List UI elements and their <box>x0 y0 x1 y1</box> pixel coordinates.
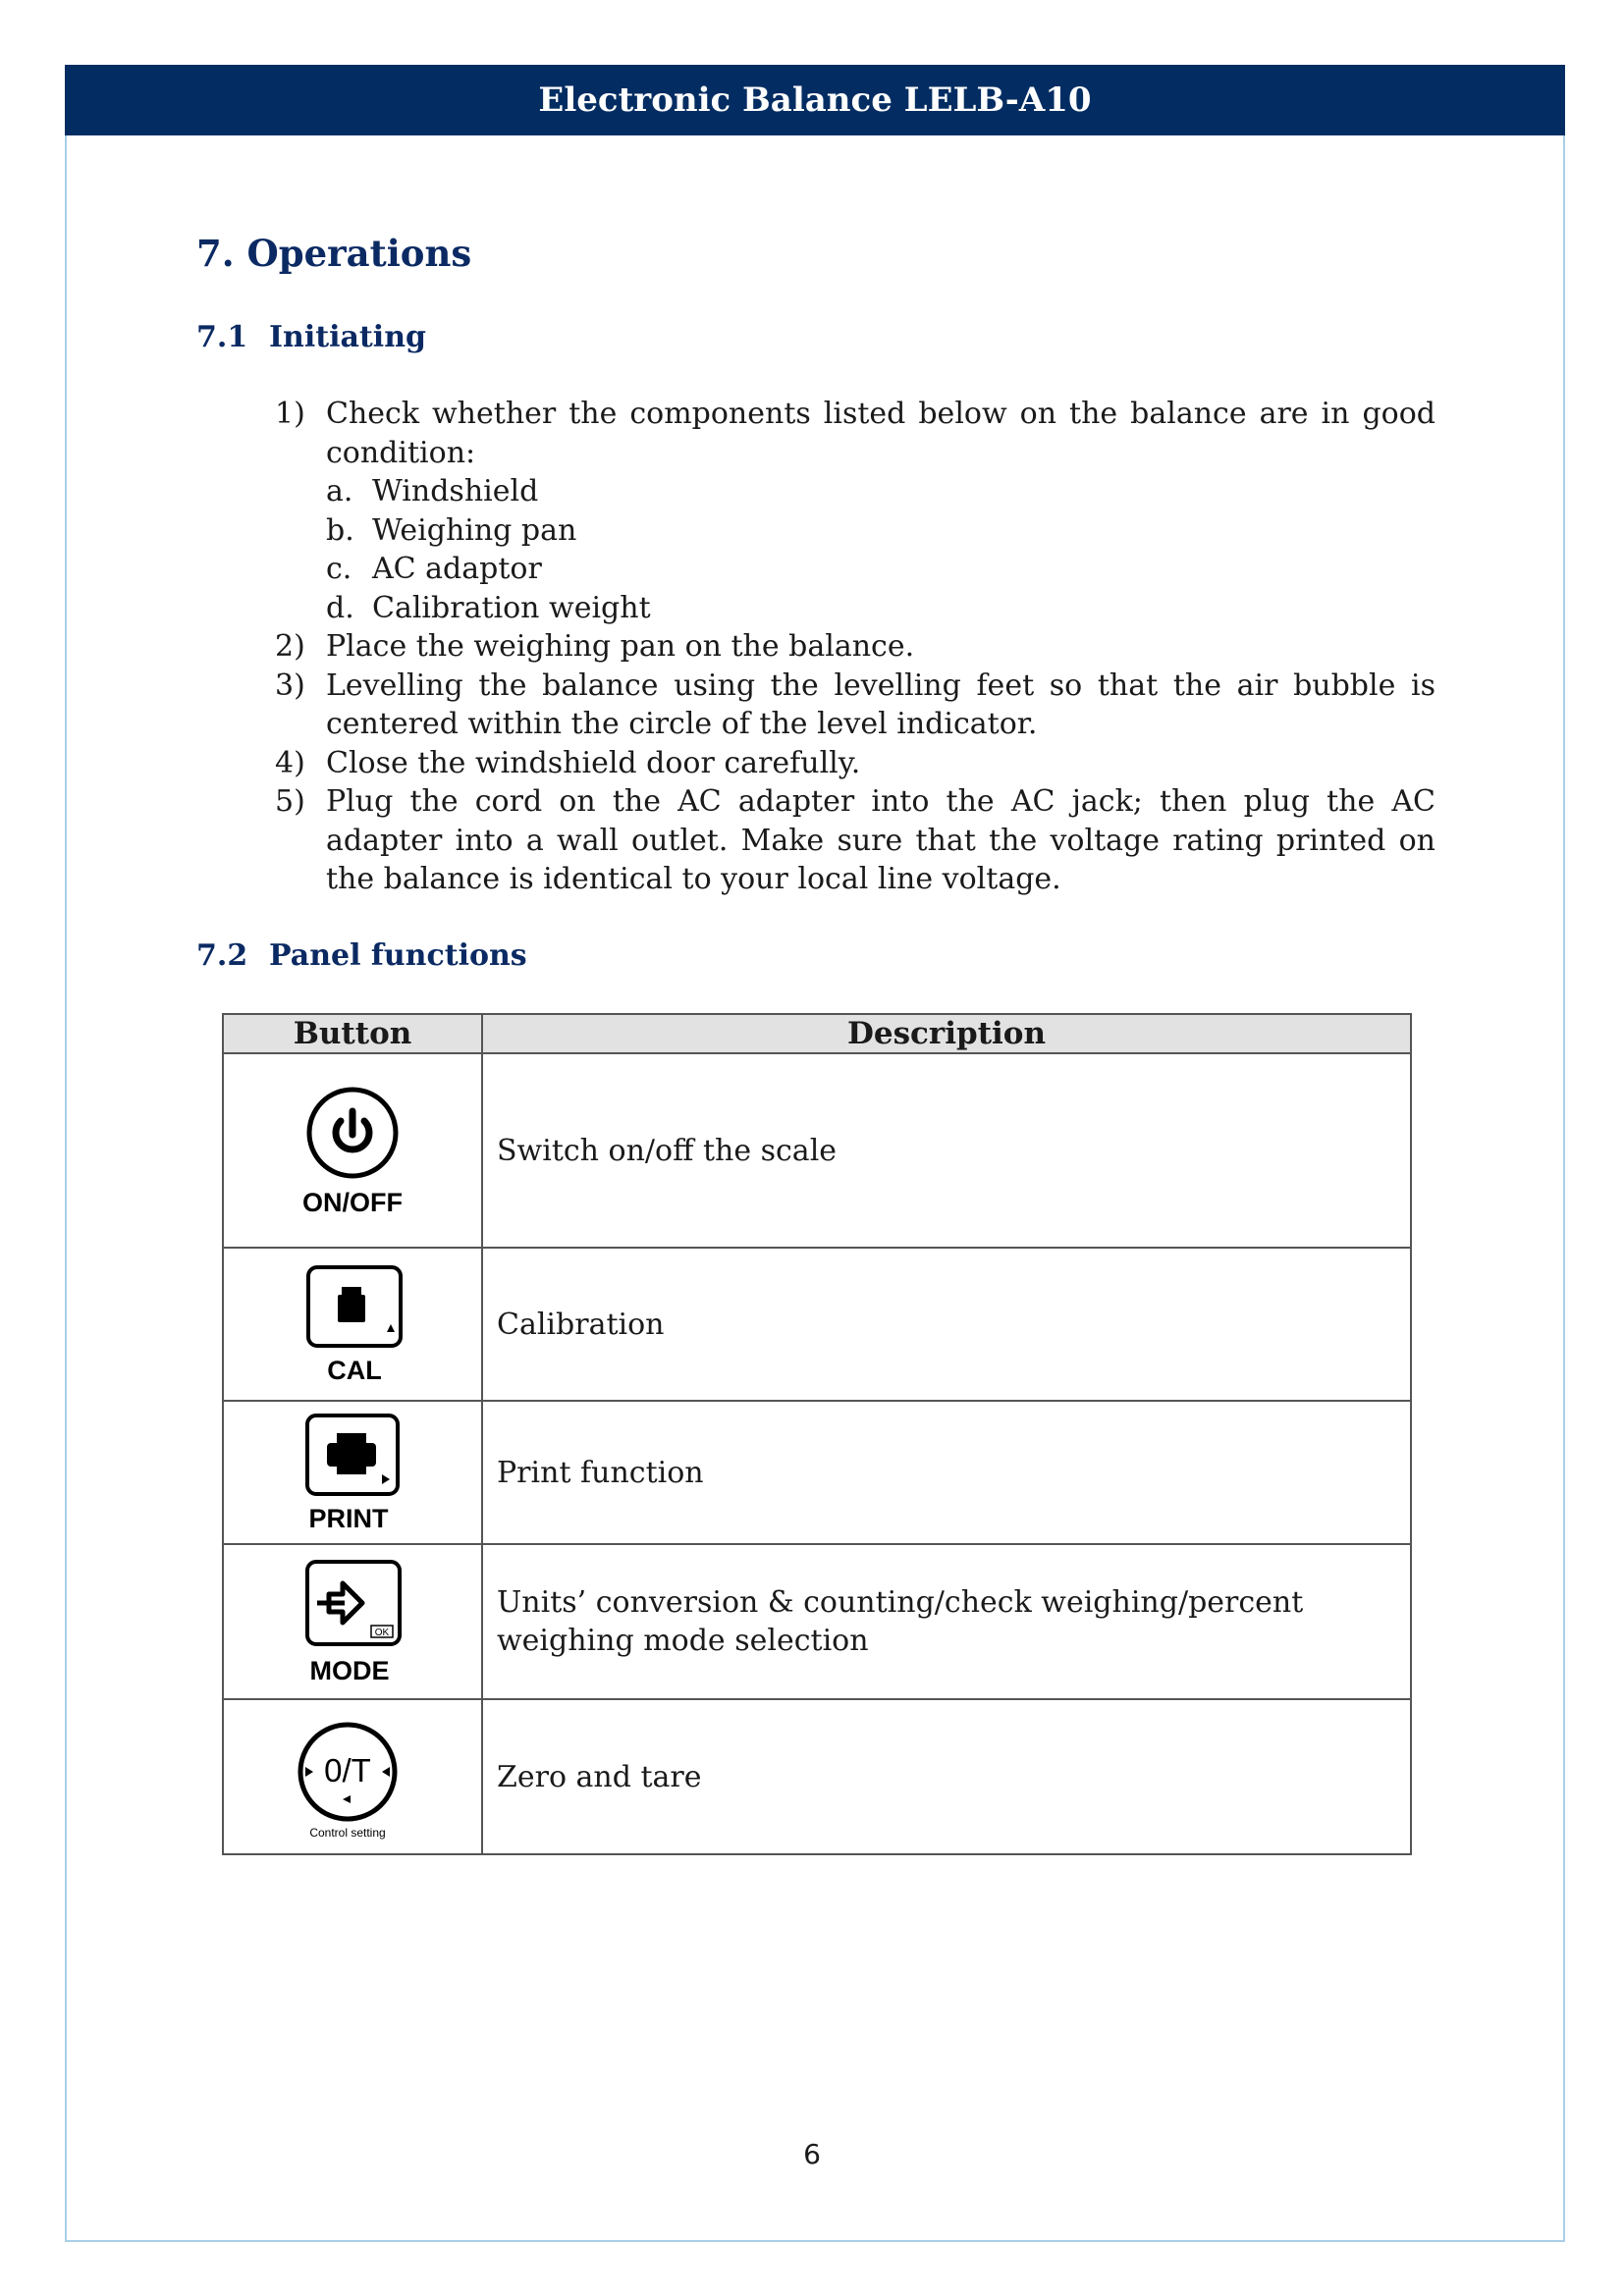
table-row <box>223 1053 1411 1248</box>
step-number: 5) <box>275 784 305 819</box>
step-item <box>275 782 1435 899</box>
table-row <box>223 1401 1411 1544</box>
row-description: Calibration <box>482 1248 1411 1401</box>
panel-functions-table <box>222 1013 1412 1855</box>
initiating-steps <box>275 395 1435 899</box>
step-item <box>275 744 1435 783</box>
step-text: Close the windshield door carefully. <box>326 745 861 780</box>
row-description: Zero and tare <box>482 1699 1411 1854</box>
component-letter: b. <box>326 512 354 548</box>
zero-tare-icon <box>223 1699 482 1854</box>
row-description: Print function <box>482 1401 1411 1544</box>
component-item <box>326 472 1435 511</box>
document-header: Electronic Balance LELB-A10 <box>65 65 1565 135</box>
printer-icon <box>223 1401 482 1544</box>
svg-text:PRINT: PRINT <box>308 1504 389 1533</box>
component-text: Calibration weight <box>372 590 651 625</box>
table-header-row <box>223 1014 1411 1053</box>
svg-text:OK: OK <box>374 1628 390 1638</box>
subsection-heading-panel <box>196 938 527 973</box>
step-number: 4) <box>275 745 305 780</box>
section-title: Operations <box>246 232 472 275</box>
component-text: Windshield <box>372 474 539 508</box>
column-header-button: Button <box>223 1014 482 1053</box>
svg-text:CAL: CAL <box>327 1356 382 1385</box>
row-description: Units’ conversion & counting/check weighing/percent weighing mode selection <box>482 1544 1411 1699</box>
svg-text:MODE: MODE <box>309 1656 390 1685</box>
step-item <box>275 667 1435 744</box>
step-item <box>275 627 1435 667</box>
page-number: 6 <box>803 2138 821 2170</box>
component-text: Weighing pan <box>372 512 577 548</box>
step-item <box>275 395 1435 627</box>
table-row <box>223 1248 1411 1401</box>
table-row <box>223 1699 1411 1854</box>
component-letter: a. <box>326 474 353 508</box>
step-text: Plug the cord on the AC adapter into the AC jack; then plug the AC adapter into a wall outlet. Make sure that the voltage rating printed on the balance is identical to your local line voltage. <box>326 784 1435 896</box>
row-description: Switch on/off the scale <box>482 1053 1411 1248</box>
step-text: Check whether the components listed below on the balance are in good condition: <box>326 397 1435 470</box>
section-heading <box>196 232 471 275</box>
power-button-icon <box>223 1053 482 1248</box>
svg-text:ON/OFF: ON/OFF <box>302 1188 403 1217</box>
svg-text:0/T: 0/T <box>324 1752 371 1789</box>
component-item <box>326 550 1435 589</box>
component-letter: c. <box>326 552 352 586</box>
step-number: 3) <box>275 667 305 703</box>
step-number: 2) <box>275 629 305 664</box>
section-number: 7. <box>196 232 235 275</box>
subsection-number: 7.2 <box>196 938 248 973</box>
component-item <box>326 589 1435 628</box>
subsection-heading-initiating <box>196 320 426 354</box>
table-row <box>223 1544 1411 1699</box>
step-text: Place the weighing pan on the balance. <box>326 629 915 664</box>
subsection-title: Panel functions <box>269 938 527 973</box>
component-item <box>326 511 1435 551</box>
mode-arrow-icon <box>223 1544 482 1699</box>
subsection-title: Initiating <box>269 320 426 354</box>
subsection-number: 7.1 <box>196 320 248 354</box>
component-letter: d. <box>326 590 354 625</box>
svg-text:Control setting: Control setting <box>309 1826 386 1840</box>
component-text: AC adaptor <box>372 552 542 586</box>
column-header-description: Description <box>482 1014 1411 1053</box>
step-text: Levelling the balance using the levelling feet so that the air bubble is centered within the circle of the level indicator. <box>326 667 1435 741</box>
calibration-weight-icon <box>223 1248 482 1401</box>
step-number: 1) <box>275 397 305 431</box>
